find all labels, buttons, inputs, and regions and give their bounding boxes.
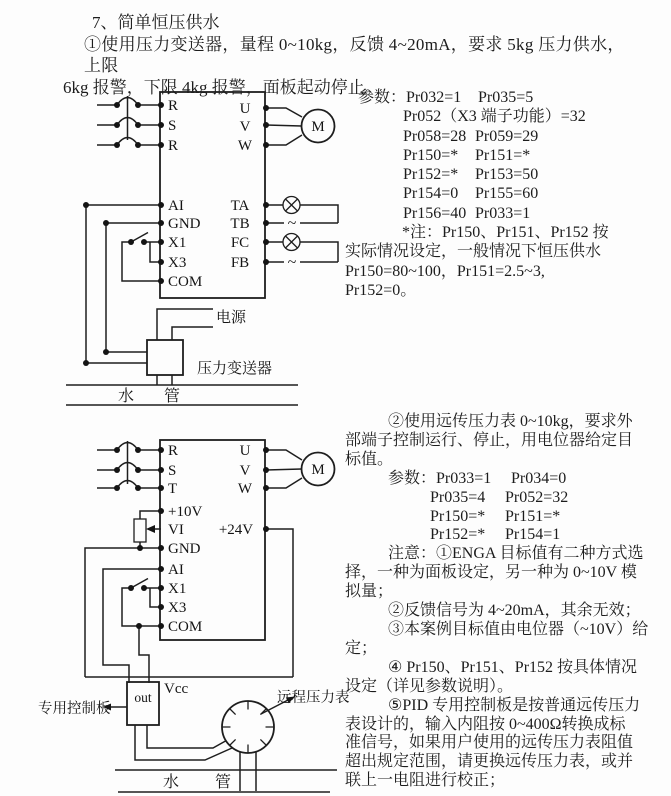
note-line: 择，一种为面板设定，另一种为 0~10V 模 (345, 564, 637, 582)
water-label: 水 (163, 774, 180, 791)
control-board-label: 专用控制板 (38, 701, 111, 717)
note-line: 拟量； (345, 583, 394, 601)
param-line (345, 489, 671, 508)
param-value: Pr034=0 (511, 469, 567, 487)
param-value: Pr032=1 (406, 89, 462, 106)
note-line: ④ Pr150、Pr151、Pr152 按具体情况 (388, 658, 638, 676)
param-line (345, 165, 671, 184)
terminal-com: COM (168, 619, 203, 635)
terminal-ta: TA (230, 198, 250, 214)
terminal-r: R (168, 443, 179, 459)
param-line (345, 204, 671, 223)
note-line: Pr150=80~100，Pr151=2.5~3, (345, 262, 545, 280)
pressure-gauge-icon (222, 701, 274, 753)
note-line: 表设计的，输入内阻按 0~400Ω转换成标 (345, 715, 626, 733)
param-value: Pr035=4 (430, 488, 486, 506)
param-line (345, 127, 671, 146)
terminal-u: U (239, 443, 251, 459)
wires (66, 96, 338, 405)
note-line: 超出规定范围，请更换远传压力表，或并 (345, 753, 634, 771)
wires (85, 441, 337, 792)
water-pipe (66, 385, 298, 405)
terminal-fc: FC (230, 235, 250, 251)
breaker-icon (117, 96, 138, 145)
params-label: 参数： (388, 469, 437, 487)
param-value: Pr154=0 (403, 185, 459, 203)
param-value: Pr033=1 (475, 204, 531, 222)
vcc-label: Vcc (164, 681, 189, 697)
terminal-v: V (239, 119, 251, 135)
param-value: Pr052（X3 端子功能）=32 (403, 108, 586, 126)
transmitter-label: 压力变送器 (197, 361, 273, 377)
terminal-s: S (168, 118, 177, 134)
terminal-s: S (168, 463, 177, 479)
wiring-diagram-1 (0, 85, 360, 415)
note-line: *注：Pr150、Pr151、Pr152 按 (402, 224, 609, 242)
pressure-transmitter-box (147, 340, 183, 375)
intro-line: 标值。 (345, 450, 394, 468)
param-value: Pr156=40 (403, 204, 467, 222)
param-value: Pr151=* (475, 146, 531, 164)
terminal-t: T (168, 481, 178, 497)
terminal-24v: +24V (218, 522, 254, 538)
pipe-label: 管 (215, 774, 232, 791)
motor-label: M (311, 119, 325, 135)
param-value: Pr152=* (430, 526, 486, 544)
param-value: Pr035=5 (478, 89, 534, 106)
ac-symbol: ~ (287, 254, 297, 271)
param-value: Pr152=* (403, 166, 459, 184)
terminal-com: COM (168, 274, 203, 290)
param-value: Pr059=29 (475, 127, 539, 145)
terminal-x3: X3 (168, 600, 187, 616)
param-line (345, 107, 671, 126)
param-value: Pr150=* (430, 507, 486, 525)
intro-line: ②使用远传压力表 0~10kg，要求外 (388, 413, 633, 430)
terminal-v: V (239, 463, 251, 479)
terminal-vi: VI (168, 522, 184, 538)
terminal-w: W (237, 481, 253, 497)
header-line-2: ①使用压力变送器，量程 0~10kg，反馈 4~20mA，要求 5kg 压力供水，上限 (84, 34, 625, 75)
note-line: 实际情况设定，一般情况下恒压供水 (345, 243, 602, 261)
terminal-x3: X3 (168, 255, 187, 271)
out-label: out (134, 690, 152, 705)
param-value: Pr058=28 (403, 127, 467, 145)
potentiometer-icon (134, 519, 146, 542)
note-line: 准信号，如果用户使用的远传压力表阻值 (345, 734, 634, 752)
section-title: 7、简单恒压供水 (92, 13, 220, 32)
param-value: Pr151=* (505, 507, 561, 525)
terminal-tb: TB (230, 216, 250, 232)
remote-gauge-label: 远程压力表 (277, 690, 350, 706)
terminal-gnd: GND (168, 541, 201, 557)
pipe-label: 管 (164, 388, 181, 405)
note-line: Pr152=0。 (345, 281, 417, 299)
note-line: 设定（详见参数说明）。 (345, 677, 514, 695)
terminal-fb: FB (230, 255, 250, 271)
header-line-3: 6kg 报警，下限 4kg 报警，面板起动停止。 (63, 77, 382, 97)
param-value: Pr154=1 (505, 526, 561, 544)
terminal-ai: AI (168, 198, 184, 214)
terminal-ai: AI (168, 562, 184, 578)
note-line: 定； (345, 639, 378, 657)
terminal-x1: X1 (168, 235, 187, 251)
note-line: 联上一电阻进行校正； (345, 772, 506, 790)
param-value: Pr155=60 (475, 185, 539, 203)
terminal-r: R (168, 98, 179, 114)
terminal-x1: X1 (168, 581, 187, 597)
ac-symbol: ~ (287, 215, 297, 232)
param-value: Pr052=32 (505, 488, 569, 506)
terminal-r2: R (168, 138, 179, 154)
params-block-1 (345, 88, 671, 300)
power-label: 电源 (216, 310, 247, 326)
lamp-icon-fc (283, 234, 300, 251)
note-line: 注意：①ENGA 目标值有二种方式选 (388, 545, 644, 563)
note-line: ⑤PID 专用控制板是按普通远传压力 (388, 696, 641, 714)
lamp-icon-ta (283, 197, 300, 214)
param-line (345, 508, 671, 527)
terminal-10v: +10V (168, 504, 203, 520)
param-value: Pr033=1 (436, 469, 492, 487)
param-line (345, 526, 671, 545)
section-2-text (345, 413, 671, 791)
param-value: Pr153=50 (475, 166, 539, 184)
param-line (345, 146, 671, 165)
intro-line: 部端子控制运行、停止，用电位器给定目 (345, 431, 634, 449)
terminal-u: U (239, 101, 251, 117)
water-label: 水 (118, 388, 135, 405)
terminal-w: W (237, 138, 253, 154)
param-value: Pr150=* (403, 146, 459, 164)
motor-label: M (311, 462, 325, 478)
param-line (345, 88, 671, 107)
param-line (345, 470, 671, 489)
params-label: 参数： (358, 89, 407, 106)
wiper-arrowhead-icon (146, 525, 155, 533)
breaker-icon (117, 441, 138, 488)
wiring-diagram-2 (0, 425, 360, 796)
param-line (345, 184, 671, 203)
terminal-gnd: GND (168, 216, 201, 232)
note-line: ②反馈信号为 4~20mA，其余无效； (388, 602, 641, 620)
note-line: ③本案例目标值由电位器（~10V）给 (388, 620, 649, 638)
